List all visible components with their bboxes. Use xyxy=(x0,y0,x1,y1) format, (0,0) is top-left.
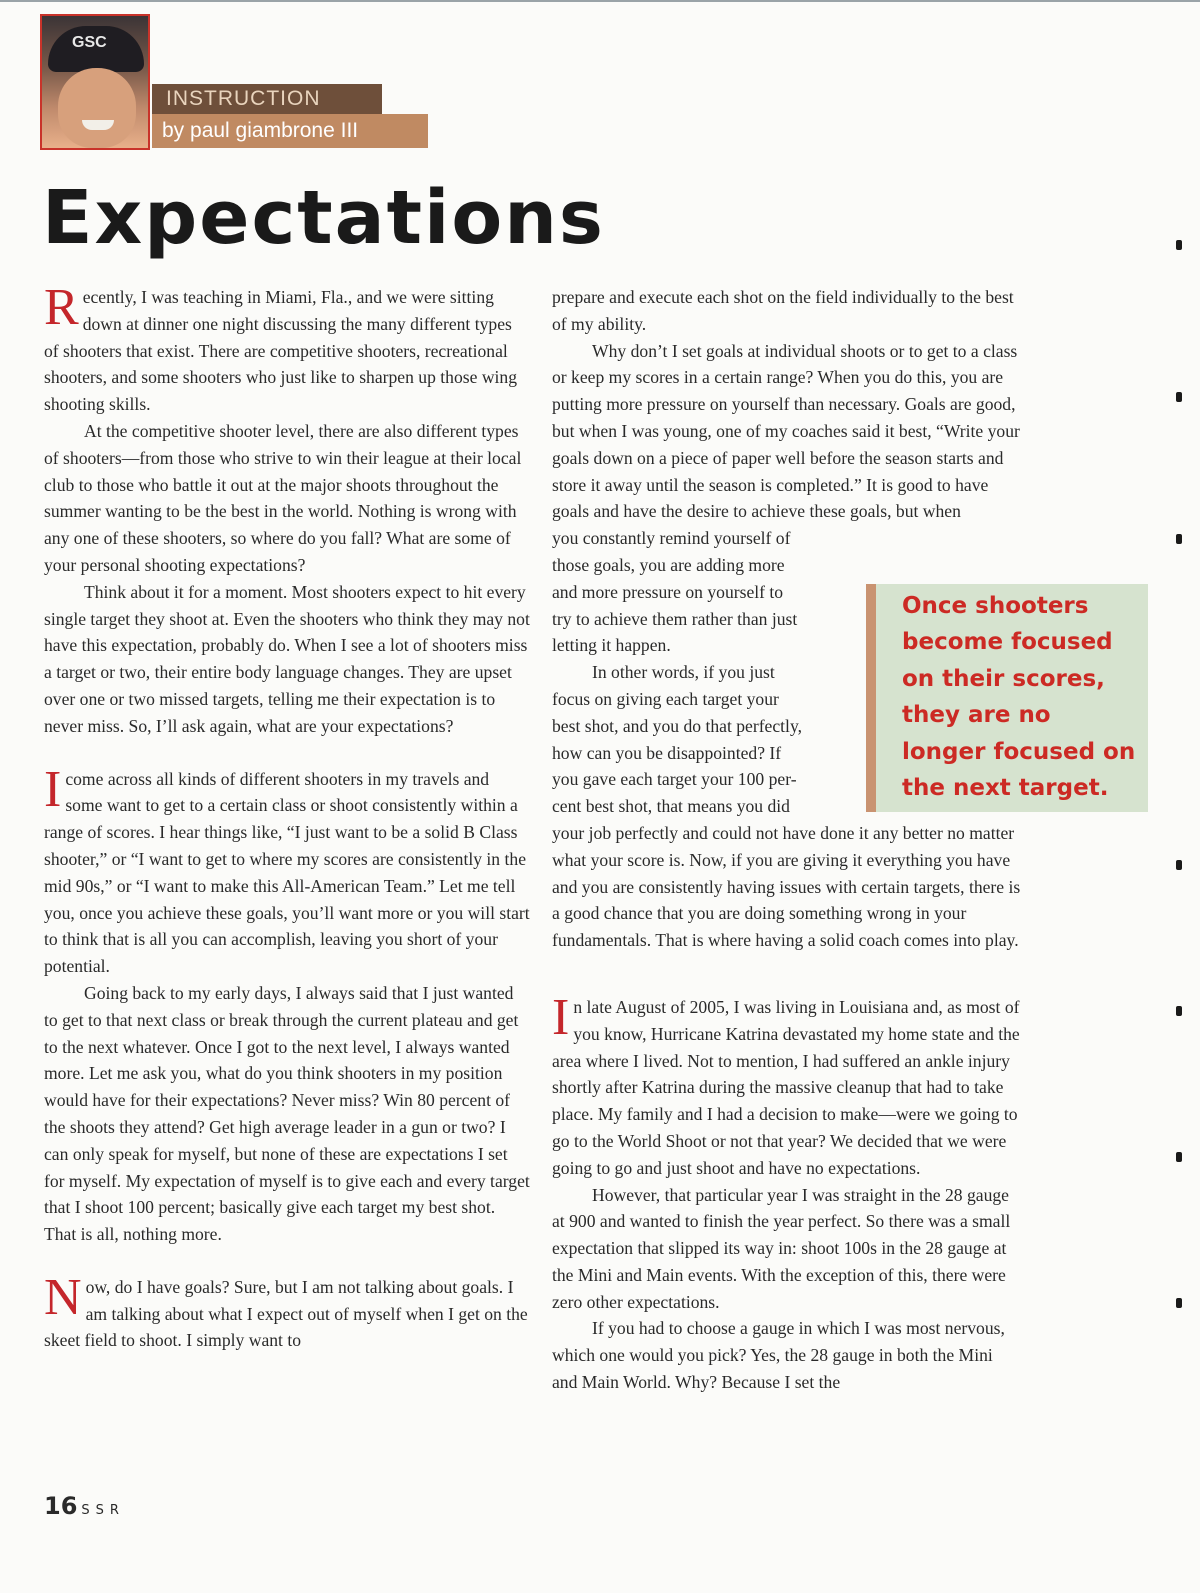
drop-cap: R xyxy=(44,279,79,336)
page-number: 16 xyxy=(44,1492,78,1520)
text-line: you gave each target your 100 per- xyxy=(552,769,797,790)
paragraph xyxy=(44,1268,530,1354)
text-line: focus on giving each target your xyxy=(552,688,779,709)
article-title: Expectations xyxy=(42,175,605,261)
face-shape xyxy=(58,68,136,148)
binding-mark xyxy=(1176,1006,1182,1016)
pull-quote: Once shooters become focused on their scores, they are no longer focused on the next target. xyxy=(866,584,1148,812)
paragraph: If you had to choose a gauge in which I was most nervous, which one would you pick? Yes, the 28 gauge in both the Mini and Main World. Why? Because I set the xyxy=(552,1318,1005,1393)
text-line: letting it happen. xyxy=(552,635,671,656)
cap-logo: GSC xyxy=(72,34,107,51)
binding-mark xyxy=(1176,534,1182,544)
paragraph-text: ow, do I have goals? Sure, but I am not talking about goals. I am talking about what I expect out of myself when I get on the skeet field to shoot. I simply want to xyxy=(44,1276,528,1351)
page-footer xyxy=(44,1492,125,1520)
paragraph: your job perfectly and could not have done it any better no matter what your score is. Now, if you are giving it everything you have and you are consistently having issues with certain targets, there is a good chance that you are doing something wrong in your fundamentals. That is where having a solid coach comes into play. xyxy=(552,822,1021,951)
text-line: and more pressure on yourself to xyxy=(552,581,784,602)
paragraph xyxy=(44,279,530,418)
paragraph: Think about it for a moment. Most shooters expect to hit every single target they shoot at. Even the shooters who think they may not have this expectation, probably do. When I see a lot of shooters miss a target or two, their entire body language changes. They are upset over one or two missed targets, telling me their expectation is to never miss. So, I’ll ask again, what are your expectations? xyxy=(44,581,530,736)
drop-cap: I xyxy=(44,760,62,818)
text-line: you constantly remind yourself of xyxy=(552,528,791,549)
paragraph: Why don’t I set goals at individual shoots or to get to a class or keep my scores in a certain range? When you do this, you are putting more pressure on yourself than necessary. Goals are good, but when I was young, one of my coaches said it best, “Write your goals down on a piece of paper well before the season starts and store it away until the season is completed.” It is good to have goals and have the desire to achieve these goals, but when xyxy=(552,340,1020,522)
smile-shape xyxy=(82,120,114,130)
text-line: those goals, you are adding more xyxy=(552,554,785,575)
binding-mark xyxy=(1176,1152,1182,1162)
byline: by paul giambrone III xyxy=(152,114,428,148)
paragraph-text: n late August of 2005, I was living in Louisiana and, as most of you know, Hurricane Katrina devastated my home state and the area where I lived. Not to mention, I had suffered an ankle injury shortly after Katrina during the massive cleanup that had to take place. My family and I had a decision to make—were we going to go to the World Shoot or not that year? We decided that we were going to go and just shoot and have no expectations. xyxy=(552,996,1020,1178)
paragraph: At the competitive shooter level, there are also different types of shooters—from those who strive to win their league at their local club to those who battle it out at the major shoots throughout the summer wanting to be the best in the world. Nothing is wrong with any one of these shooters, so where do you fall? What are some of your personal shooting expectations? xyxy=(44,420,522,575)
section-label: INSTRUCTION xyxy=(152,84,382,114)
paragraph xyxy=(44,760,530,980)
binding-mark xyxy=(1176,860,1182,870)
paragraph-text: ecently, I was teaching in Miami, Fla., and we were sitting down at dinner one night discussing the many different types of shooters that exist. There are competitive shooters, recreational shooters, and some shooters who just like to sharpen up those wing shooting skills. xyxy=(44,287,518,415)
text-line: cent best shot, that means you did xyxy=(552,796,790,817)
paragraph: Going back to my early days, I always said that I just wanted to get to that next class or break through the current plateau and get to the next whatever. Once I got to the next level, I always wanted more. Let me ask you, what do you think shooters in my position would have for their expectations? Never miss? Win 80 percent of the shoots they attend? Get high average leader in a gun or two? I can only speak for myself, but none of these are expectations I set for myself. My expectation of myself is to give each and every target that I shoot 100 percent; basically give each target my best shot. That is all, nothing more. xyxy=(44,982,530,1245)
binding-mark xyxy=(1176,1298,1182,1308)
paragraph: However, that particular year I was straight in the 28 gauge at 900 and wanted to finish the year perfect. So there was a small expectation that slipped its way in: shoot 100s in the 28 gauge at the Mini and Main events. With the exception of this, there were zero other expectations. xyxy=(552,1184,1011,1312)
right-column xyxy=(552,284,1022,1396)
text-line: try to achieve them rather than just xyxy=(552,608,798,629)
magazine-name: SSR xyxy=(81,1503,125,1518)
binding-mark xyxy=(1176,392,1182,402)
paragraph-text: come across all kinds of different shooters in my travels and some want to get to a certain class or shoot consistently within a range of scores. I hear things like, “I just want to be a solid B Class shooter,” or “I want to get to where my scores are consistently in the mid 90s,” or “I want to make this All-American Team.” Let me tell you, once you achieve these goals, you’ll want more or you will start to think that is all you can accomplish, leaving you short of your potential. xyxy=(44,768,530,977)
paragraph xyxy=(552,988,1022,1182)
text-line: how can you be disappointed? If xyxy=(552,742,782,763)
text-line: In other words, if you just xyxy=(592,662,775,683)
left-column xyxy=(44,279,530,1354)
paragraph: prepare and execute each shot on the field individually to the best of my ability. xyxy=(552,287,1014,334)
drop-cap: I xyxy=(552,988,570,1046)
binding-mark xyxy=(1176,240,1182,250)
drop-cap: N xyxy=(44,1268,82,1326)
text-line: best shot, and you do that perfectly, xyxy=(552,715,802,736)
author-photo xyxy=(40,14,150,150)
top-rule xyxy=(0,0,1200,2)
